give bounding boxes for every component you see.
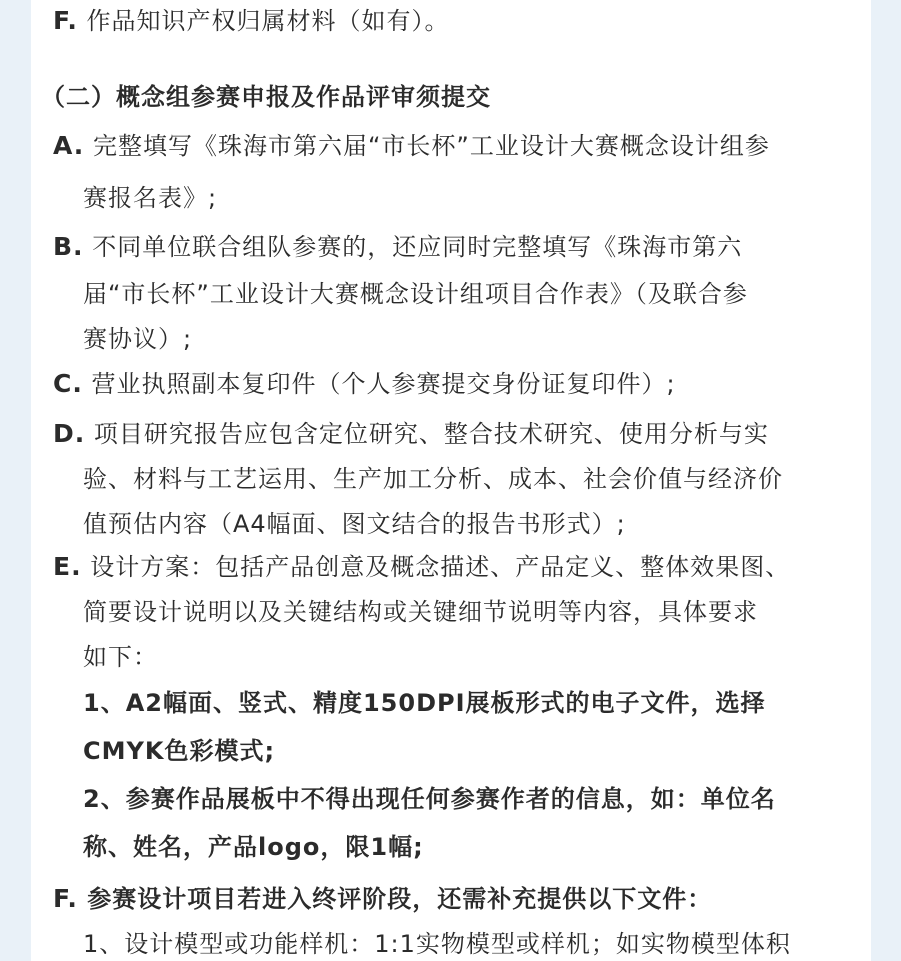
- item-d-line-1: [53, 419, 769, 449]
- item-text: 项目研究报告应包含定位研究、整合技术研究、使用分析与实: [93, 420, 769, 448]
- item-marker: A.: [53, 131, 85, 160]
- item-f-sub-1: 1、设计模型或功能样机：1:1实物模型或样机；如实物模型体积: [83, 930, 791, 958]
- requirement-2-line-1: 2、参赛作品展板中不得出现任何参赛作者的信息，如：单位名: [83, 785, 776, 813]
- item-b-line-1: [53, 232, 742, 262]
- item-f-line-1: [53, 884, 712, 914]
- item-text: 设计方案：包括产品创意及概念描述、产品定义、整体效果图、: [90, 553, 791, 581]
- section-heading: （二）概念组参赛申报及作品评审须提交: [41, 83, 491, 111]
- document-page: [31, 0, 871, 961]
- item-marker: C.: [53, 369, 83, 398]
- item-marker: F.: [53, 884, 78, 913]
- item-text: 参赛设计项目若进入终评阶段，还需补充提供以下文件：: [87, 885, 713, 913]
- item-a-line-2: 赛报名表》;: [83, 184, 218, 212]
- item-text: 完整填写《珠海市第六届“市长杯”工业设计大赛概念设计组参: [92, 132, 770, 160]
- item-text: 不同单位联合组队参赛的，还应同时完整填写《珠海市第六: [92, 233, 743, 261]
- item-d-line-3: 值预估内容（A4幅面、图文结合的报告书形式）;: [83, 510, 626, 538]
- requirement-2-line-2: 称、姓名，产品logo，限1幅;: [83, 833, 424, 861]
- prev-item-f: [53, 6, 450, 36]
- item-marker: D.: [53, 419, 86, 448]
- requirement-1-line-2: CMYK色彩模式;: [83, 737, 276, 765]
- item-marker: E.: [53, 552, 82, 581]
- item-marker: F.: [53, 6, 78, 35]
- item-text: 营业执照副本复印件（个人参赛提交身份证复印件）;: [91, 370, 676, 398]
- item-d-line-2: 验、材料与工艺运用、生产加工分析、成本、社会价值与经济价: [83, 465, 783, 493]
- item-marker: B.: [53, 232, 84, 261]
- item-e-line-1: [53, 552, 790, 582]
- requirement-1-line-1: 1、A2幅面、竖式、精度150DPI展板形式的电子文件，选择: [83, 689, 766, 717]
- item-a-line-1: [53, 131, 770, 161]
- item-e-line-3: 如下：: [83, 643, 158, 671]
- item-text: 作品知识产权归属材料（如有）。: [86, 7, 450, 35]
- item-b-line-2: 届“市长杯”工业设计大赛概念设计组项目合作表》（及联合参: [83, 280, 748, 308]
- item-e-line-2: 简要设计说明以及关键结构或关键细节说明等内容，具体要求: [83, 598, 758, 626]
- item-c-line-1: [53, 369, 676, 399]
- item-b-line-3: 赛协议）;: [83, 325, 193, 353]
